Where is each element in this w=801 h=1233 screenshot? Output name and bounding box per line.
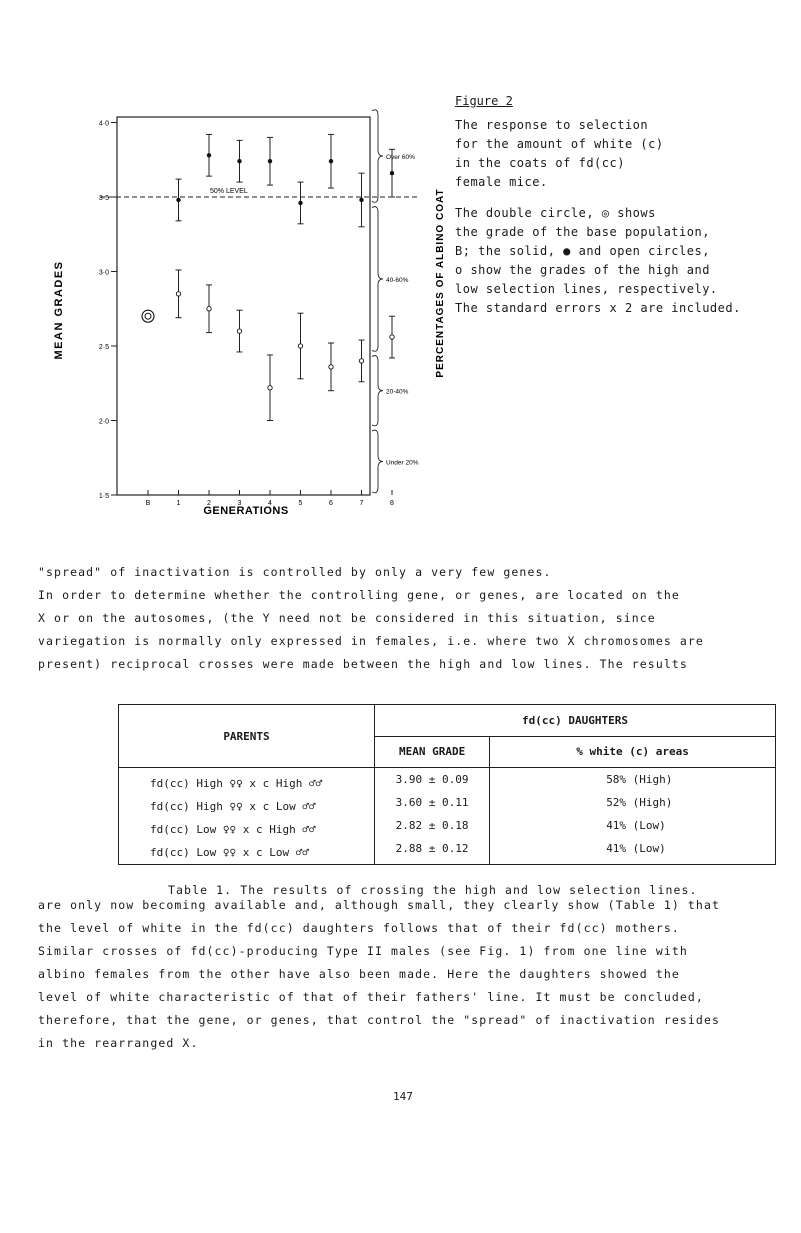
caption-line: o show the grades of the high and [455,263,710,277]
paragraph-line: the level of white in the fd(cc) daughters follows that of their fd(cc) mothers. [38,921,680,935]
table-cell: 52% (High) [606,796,673,809]
paragraph-line: "spread" of inactivation is controlled by only a very few genes. [38,565,552,579]
table-cell: 58% (High) [606,773,673,786]
table-cell: fd(cc) Low ♀♀ x c High ♂♂ [150,823,316,836]
body-text-top [38,561,778,676]
paragraph-line: variegation is normally only expressed in females, i.e. where two X chromosomes are [38,634,704,648]
base-population-inner [145,313,151,319]
y-tick-label: 3·0 [98,269,109,277]
low-line-point [207,307,211,311]
paragraph-line: level of white characteristic of that of their fathers' line. It must be concluded, [38,990,704,1004]
x-tick-label: 3 [237,500,242,507]
caption-line: The response to selection [455,118,649,132]
white-areas-column [490,768,776,865]
paragraph-line: present) reciprocal crosses were made between the high and low lines. The results [38,657,688,671]
x-tick-label: 6 [329,500,333,507]
plot-frame [117,117,370,495]
caption-line: B; the solid, ● and open circles, [455,244,710,258]
high-line-point [268,159,272,163]
paragraph-line: X or on the autosomes, (the Y need not be considered in this situation, since [38,611,656,625]
high-line-point [390,171,394,175]
mean-grade-column [375,768,490,865]
table-cell: 41% (Low) [606,819,666,832]
paragraph-line: are only now becoming available and, although small, they clearly show (Table 1) that [38,898,721,912]
header-parents: PARENTS [119,705,375,768]
page-number: 147 [393,1090,413,1103]
high-line-point [298,201,302,205]
y-axis-ticks [99,121,117,501]
x-tick-label: 7 [359,500,364,507]
results-table [118,704,776,865]
high-line-point [176,198,180,202]
range-label: 40-60% [386,276,409,284]
table-cell: 2.82 ± 0.18 [395,819,469,832]
high-line-point [207,153,211,157]
low-line-point [390,335,394,339]
table-cell: fd(cc) High ♀♀ x c Low ♂♂ [150,800,316,813]
paragraph-line: Similar crosses of fd(cc)-producing Type II males (see Fig. 1) from one line with [38,944,688,958]
y-axis-label: MEAN GRADES [53,260,65,360]
x-tick-label: 4 [268,500,272,507]
header-daughters: fd(cc) DAUGHTERS [375,705,776,737]
y-tick-label: 4·0 [98,120,109,128]
range-label: Under 20% [386,459,419,467]
y-tick-label: 1·5 [98,493,109,500]
low-line-point [329,365,333,369]
low-line-point [359,359,363,363]
figure-title: Figure 2 [455,94,513,108]
range-label: 20-40% [386,388,409,396]
x-tick-label: 5 [298,500,303,507]
header-mean-grade: MEAN GRADE [375,736,490,768]
range-bracket [372,110,383,202]
caption-line: female mice. [455,175,548,189]
high-line-point [237,159,241,163]
low-line-point [298,344,302,348]
range-bracket [372,430,383,493]
low-line-point [237,329,241,333]
y-tick-label: 3·5 [98,195,109,202]
y-tick-label: 2·5 [98,344,109,351]
x-tick-label: 2 [207,500,211,507]
parents-column [119,768,375,865]
caption-line: the grade of the base population, [455,225,710,239]
table-cell: 3.90 ± 0.09 [395,773,469,786]
paragraph-line: in the rearranged X. [38,1036,199,1050]
table-cell: fd(cc) High ♀♀ x c High ♂♂ [150,777,323,790]
table-cell: 41% (Low) [606,842,666,855]
paragraph-line: albino females from the other have also been made. Here the daughters showed the [38,967,680,981]
x-axis-label: GENERATIONS [203,505,289,517]
caption-line: The standard errors x 2 are included. [455,301,741,315]
x-tick-label: 1 [176,500,181,507]
caption-line: low selection lines, respectively. [455,282,718,296]
range-bracket [372,356,383,426]
table-caption: Table 1. The results of crossing the high and low selection lines. [168,883,698,897]
table-cell: 3.60 ± 0.11 [395,796,469,809]
right-percentage-brackets [372,110,419,493]
caption-line: for the amount of white (c) [455,137,664,151]
x-tick-label: B [145,500,151,507]
paragraph-line: therefore, that the gene, or genes, that control the "spread" of inactivation resides [38,1013,721,1027]
data-points [142,134,395,420]
reference-line-label: 50% LEVEL [210,188,248,195]
table-cell: fd(cc) Low ♀♀ x c Low ♂♂ [150,846,309,859]
x-tick-label: 8 [390,500,394,507]
caption-line: The double circle, ◎ shows [455,206,656,220]
body-text-bottom [38,894,778,1055]
table-cell: 2.88 ± 0.12 [395,842,469,855]
range-bracket [372,207,383,352]
header-white-areas: % white (c) areas [490,736,776,768]
right-axis-label: PERCENTAGES OF ALBINO COAT [435,188,446,378]
y-tick-label: 2·0 [98,418,109,426]
paragraph-line: In order to determine whether the controlling gene, or genes, are located on the [38,588,680,602]
high-line-point [359,198,363,202]
high-line-point [329,159,333,163]
low-line-point [176,292,180,296]
caption-line: in the coats of fd(cc) [455,156,625,170]
low-line-point [268,386,272,390]
plot-border [117,117,370,495]
reference-line-50-percent [100,188,420,197]
range-label: Over 60% [386,154,415,162]
